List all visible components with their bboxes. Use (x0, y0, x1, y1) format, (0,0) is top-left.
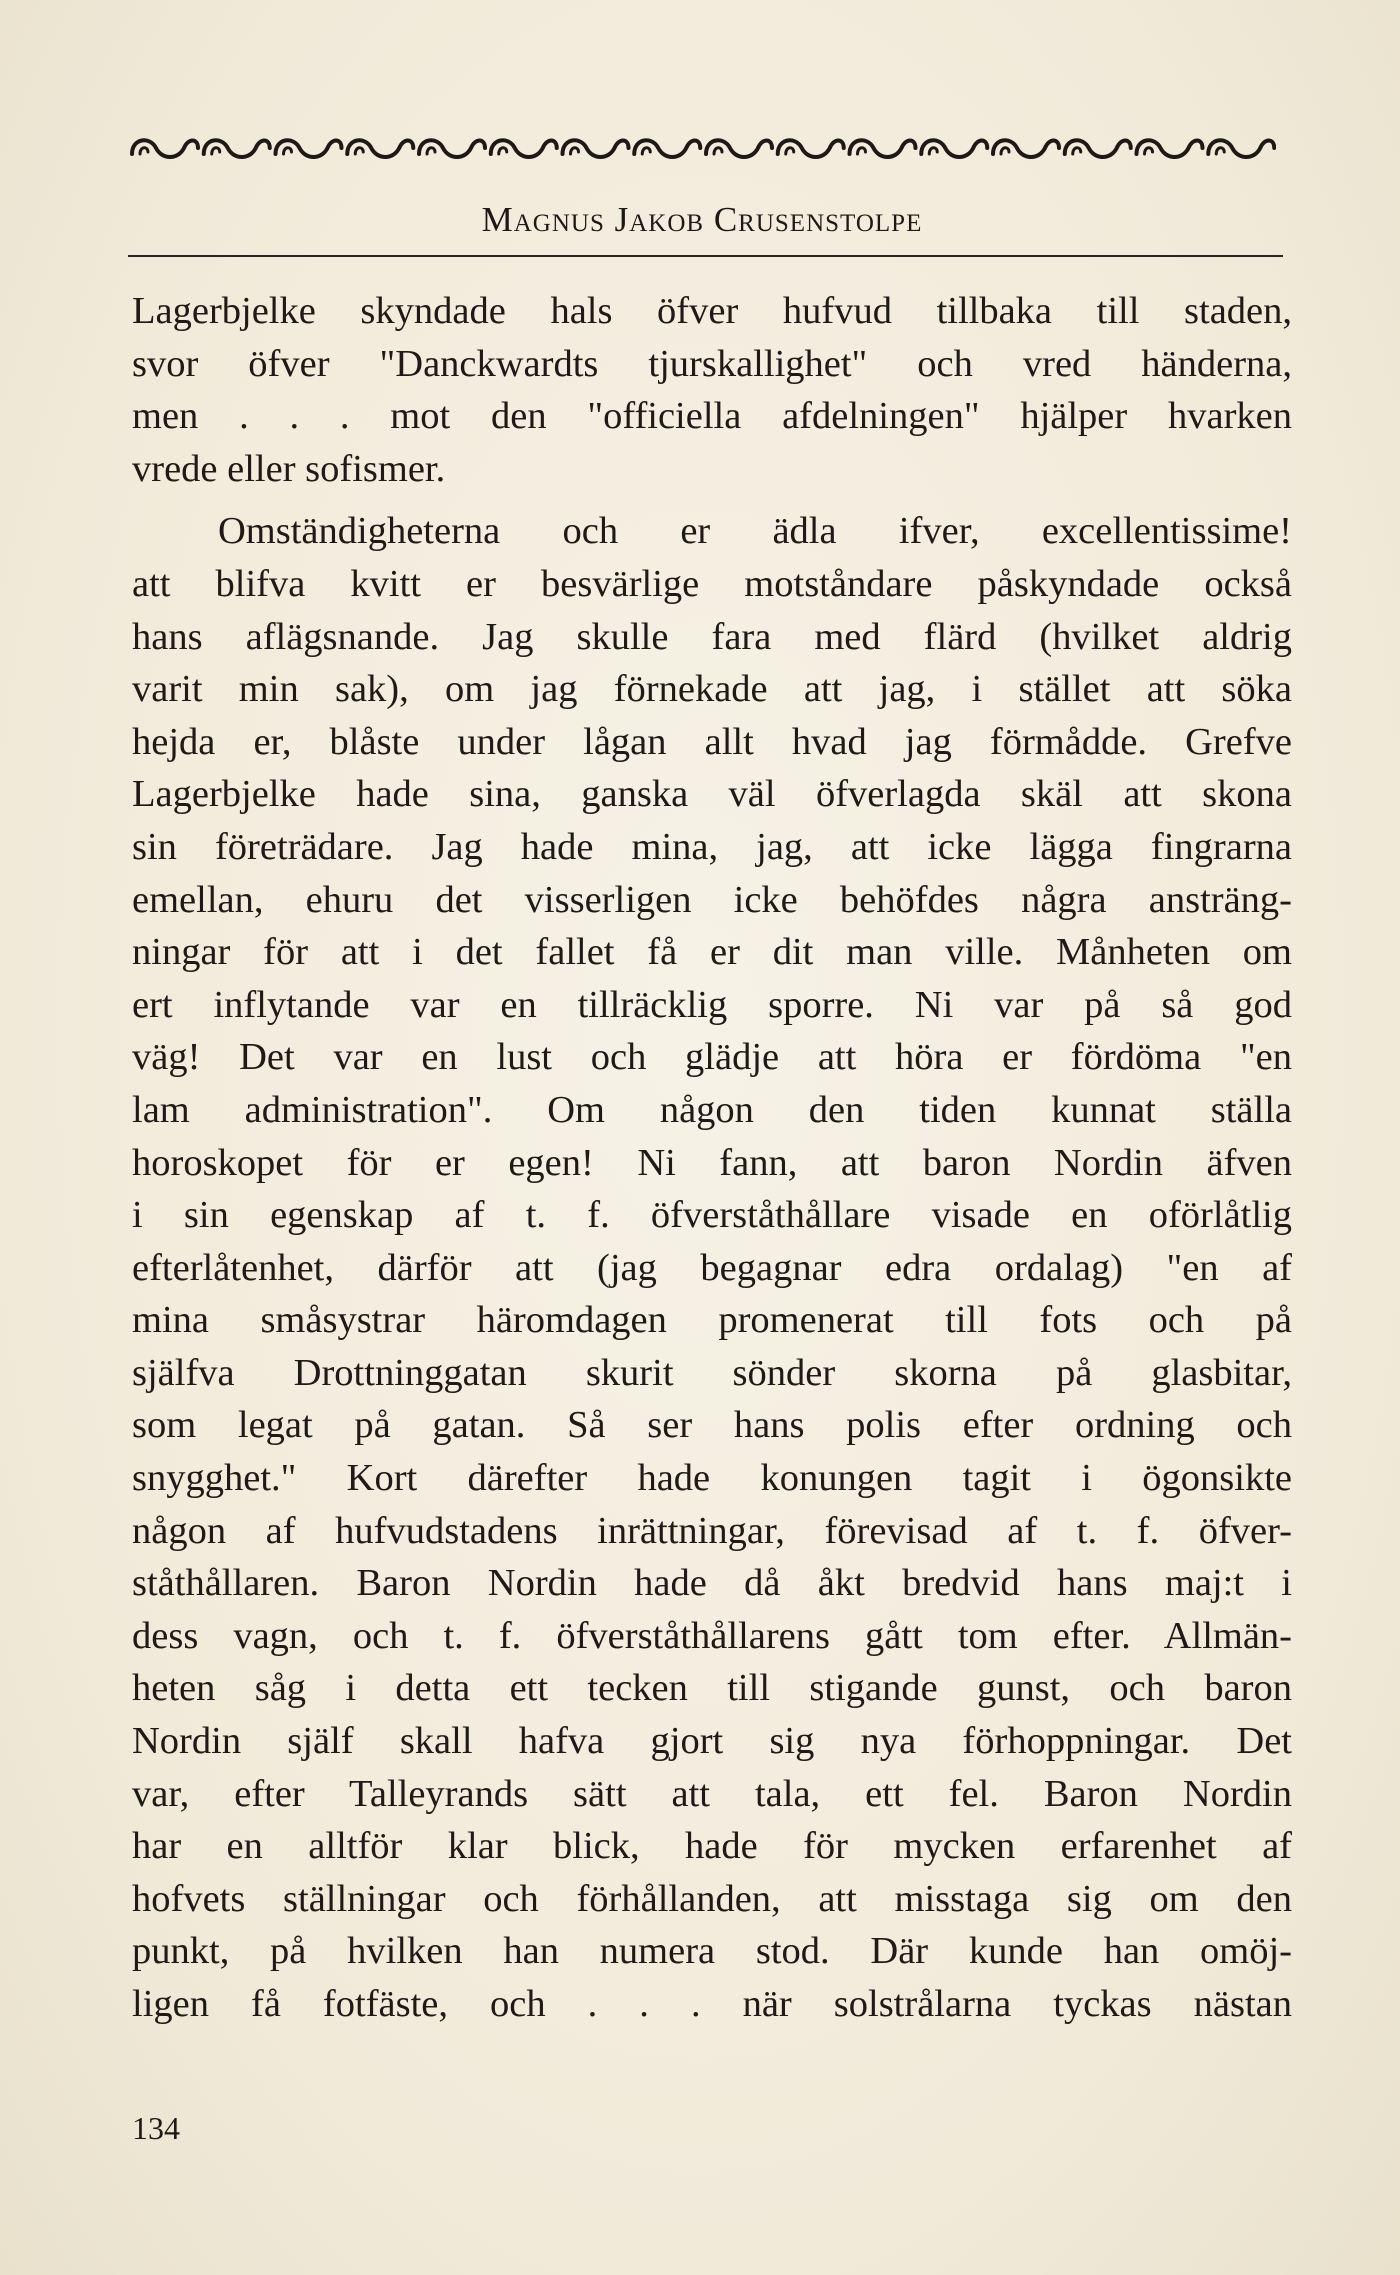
text-line: hofvets ställningar och förhållanden, att misstaga sig om den (132, 1877, 1292, 1920)
text-line: emellan, ehuru det visserligen icke behöfdes några ansträng- (132, 878, 1292, 921)
ornament-scroll-unit (1208, 140, 1274, 157)
text-line: någon af hufvudstadens inrättningar, förevisad af t. f. öfver- (132, 1509, 1292, 1552)
text-line: sin företrädare. Jag hade mina, jag, att icke lägga fingrarna (132, 825, 1292, 868)
text-line: Lagerbjelke skyndade hals öfver hufvud tillbaka till staden, (132, 290, 1292, 332)
text-line: ståthållaren. Baron Nordin hade då åkt bredvid hans maj:t i (132, 1562, 1292, 1605)
text-line: horoskopet för er egen! Ni fann, att baron Nordin äfven (132, 1141, 1292, 1184)
ornament-scroll-unit (563, 140, 629, 157)
text-line: punkt, på hvilken han numera stod. Där kunde han omöj- (132, 1930, 1292, 1973)
text-line: heten såg i detta ett tecken till stigande gunst, och baron (132, 1667, 1292, 1710)
paragraph-1 (132, 285, 1292, 495)
text-line: hans aflägsnande. Jag skulle fara med flärd (hvilket aldrig (132, 615, 1292, 658)
ornament-scroll-unit (132, 140, 198, 157)
header-rule (128, 255, 1283, 257)
ornament-scroll-unit (706, 140, 772, 157)
text-line: som legat på gatan. Så ser hans polis efter ordning och (132, 1404, 1292, 1447)
page-number: 134 (132, 2110, 180, 2146)
ornament-scroll-unit (347, 140, 413, 157)
ornament-scroll-unit (634, 140, 700, 157)
text-line: Nordin själf skall hafva gjort sig nya förhoppningar. Det (132, 1720, 1292, 1763)
text-line: men . . . mot den "officiella afdelningen" hjälper hvarken (132, 395, 1292, 438)
scroll-border-ornament (128, 128, 1276, 168)
ornament-scroll-unit (1137, 140, 1203, 157)
ornament-scroll-unit (419, 140, 485, 157)
text-line: i sin egenskap af t. f. öfverståthållare visade en oförlåtlig (132, 1194, 1292, 1237)
ornament-scroll-unit (993, 140, 1059, 157)
ornament-scroll-unit (1065, 140, 1131, 157)
text-line: dess vagn, och t. f. öfverståthållarens gått tom efter. Allmän- (132, 1614, 1292, 1657)
text-line: snygghet." Kort därefter hade konungen tagit i ögonsikte (132, 1457, 1292, 1500)
ornament-scroll-unit (491, 140, 557, 157)
ornament-scroll-unit (850, 140, 916, 157)
body-text (132, 285, 1292, 2031)
text-line: hejda er, blåste under lågan allt hvad jag förmådde. Grefve (132, 720, 1292, 763)
text-line: väg! Det var en lust och glädje att höra er fördöma "en (132, 1036, 1292, 1079)
text-line: har en alltför klar blick, hade för mycken erfarenhet af (132, 1825, 1292, 1868)
paragraph-2 (132, 505, 1292, 2030)
text-line: varit min sak), om jag förnekade att jag, i stället att söka (132, 668, 1292, 711)
text-line: mina småsystrar häromdagen promenerat till fots och på (132, 1299, 1292, 1342)
text-line: själfva Drottninggatan skurit sönder skorna på glasbitar, (132, 1351, 1292, 1394)
text-line: Omständigheterna och er ädla ifver, excellentissime! (218, 510, 1292, 553)
ornament-scroll-unit (921, 140, 987, 157)
ornament-scroll-unit (276, 140, 342, 157)
text-line: var, efter Talleyrands sätt att tala, ett fel. Baron Nordin (132, 1772, 1292, 1815)
text-line: ningar för att i det fallet få er dit man ville. Månheten om (132, 931, 1292, 974)
text-line: att blifva kvitt er besvärlige motståndare påskyndade också (132, 562, 1292, 605)
ornament-scroll-unit (778, 140, 844, 157)
text-line: efterlåtenhet, därför att (jag begagnar edra ordalag) "en af (132, 1246, 1292, 1289)
text-line: vrede eller sofismer. (132, 447, 446, 490)
running-header-title: Magnus Jakob Crusenstolpe (481, 200, 923, 239)
text-line: ligen få fotfäste, och . . . när solstrålarna tyckas nästan (132, 1983, 1292, 2025)
text-line: svor öfver "Danckwardts tjurskallighet" och vred händerna, (132, 342, 1292, 385)
text-line: lam administration". Om någon den tiden kunnat ställa (132, 1088, 1292, 1131)
text-line: Lagerbjelke hade sina, ganska väl öfverlagda skäl att skona (132, 773, 1292, 816)
ornament-scroll-unit (204, 140, 270, 157)
text-line: ert inflytande var en tillräcklig sporre. Ni var på så god (132, 983, 1292, 1026)
